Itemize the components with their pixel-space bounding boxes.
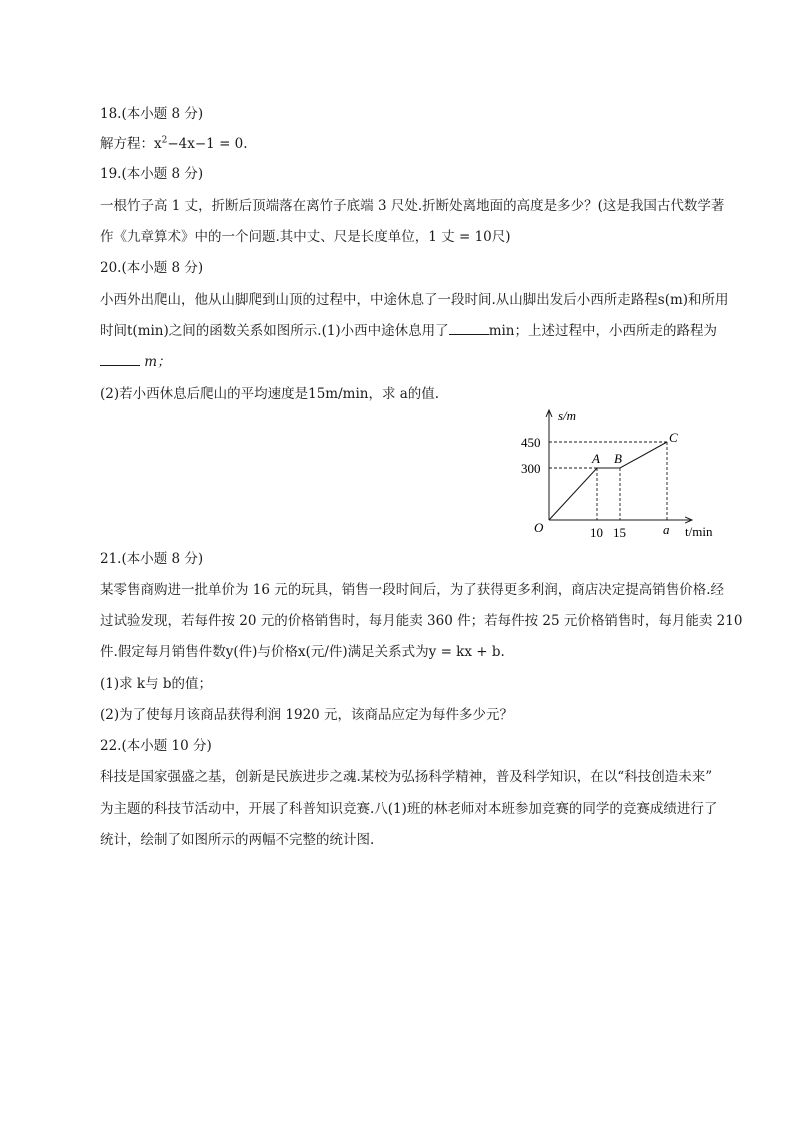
q21-line2: 过试验发现，若每件按 20 元的价格销售时，每月能卖 360 件；若每件按 25 元价格销售时，每月能卖 210 [100,613,743,629]
q21-part2: (2)为了使每月该商品获得利润 1920 元，该商品应定为每件多少元？ [100,707,514,723]
x-tick-10: 10 [590,525,603,540]
q18-exponent: 2 [161,135,168,146]
q21-line1: 某零售商购进一批单价为 16 元的玩具，销售一段时间后，为了获得更多利润，商店决定提高销售价格.经 [100,582,725,598]
q19-line2: 作《九章算术》中的一个问题.其中丈、尺是长度单位，1 丈 = 10尺) [100,229,511,245]
answer-blank-distance[interactable] [100,353,140,366]
point-c-label: C [669,430,678,445]
q18-header: 18.(本小题 8 分) [100,106,204,122]
q21-part1: (1)求 k与 b的值； [100,676,213,692]
origin-label: O [534,520,544,535]
q18-prompt-b: −4x−1 = 0. [167,136,248,152]
distance-time-graph [520,402,730,547]
q22-line2: 为主题的科技节活动中，开展了科普知识竞赛.八(1)班的林老师对本班参加竞赛的同学的竞赛成绩进行了 [100,801,718,817]
point-a-label: A [592,451,600,466]
q20-line1: 小西外出爬山，他从山脚爬到山顶的过程中，中途休息了一段时间.从山脚出发后小西所走路程s(m)和所用 [100,292,729,308]
q20-line2 [100,321,717,341]
distance-time-line [549,442,667,520]
q22-header: 22.(本小题 10 分) [100,738,212,754]
x-tick-15: 15 [613,525,626,540]
q21-line3: 件.假定每月销售件数y(件)与价格x(元/件)满足关系式为y = kx + b. [100,644,505,660]
q20-line2-b: min；上述过程中，小西所走的路程为 [488,323,718,339]
q20-line4: (2)若小西休息后爬山的平均速度是15m/min，求 a的值. [100,386,440,402]
q18-prompt-a: 解方程：x [100,136,162,152]
q20-line2-a: 时间t(min)之间的函数关系如图所示.(1)小西中途休息用了 [100,323,449,339]
x-tick-a: a [663,522,670,537]
q20-line3-unit: m； [144,354,171,370]
y-tick-300: 300 [521,461,541,476]
q22-line3: 统计，绘制了如图所示的两幅不完整的统计图. [100,832,375,848]
y-axis-label: s/m [558,408,577,423]
point-b-label: B [614,451,622,466]
q19-header: 19.(本小题 8 分) [100,166,204,182]
y-tick-450: 450 [521,435,541,450]
x-axis-label: t/min [685,524,713,539]
q22-line1: 科技是国家强盛之基，创新是民族进步之魂.某校为弘扬科学精神，普及科学知识，在以“科技创造未来” [100,769,713,785]
q18-prompt [100,134,248,154]
q20-line3 [100,352,171,372]
q20-header: 20.(本小题 8 分) [100,260,204,276]
q19-line1: 一根竹子高 1 丈，折断后顶端落在离竹子底端 3 尺处.折断处离地面的高度是多少？(这是我国古代数学著 [100,198,725,214]
q21-header: 21.(本小题 8 分) [100,551,204,567]
answer-blank-rest-time[interactable] [449,322,489,335]
